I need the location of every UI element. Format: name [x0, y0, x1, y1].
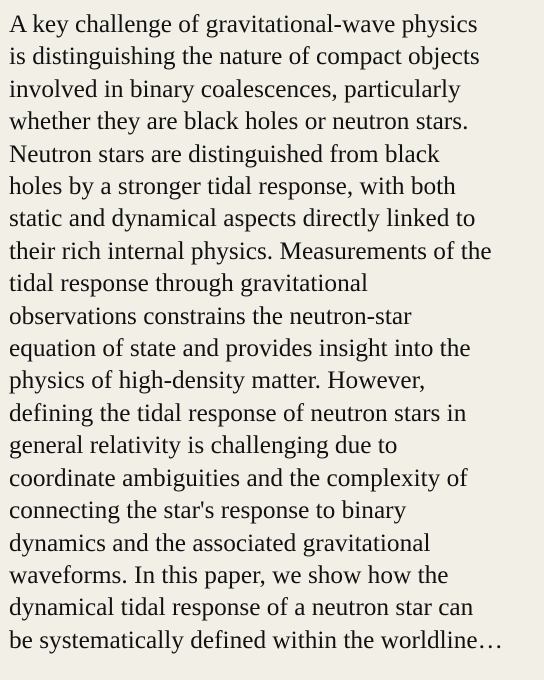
abstract-line: whether they are black holes or neutron stars. [9, 107, 469, 136]
abstract-line: observations constrains the neutron-star [9, 301, 412, 330]
abstract-line: dynamics and the associated gravitational [9, 528, 431, 557]
abstract-line: coordinate ambiguities and the complexity of [9, 463, 468, 492]
abstract-line: holes by a stronger tidal response, with both [9, 172, 456, 201]
abstract-line: A key challenge of gravitational-wave physics [9, 10, 478, 38]
abstract-line: static and dynamical aspects directly linked to [9, 204, 476, 233]
abstract-line: connecting the star's response to binary [9, 496, 407, 525]
abstract-line: physics of high-density matter. However, [9, 366, 426, 395]
abstract-line: their rich internal physics. Measurements of the [9, 236, 492, 265]
abstract-line: Neutron stars are distinguished from black [9, 139, 440, 168]
abstract-line: is distinguishing the nature of compact objects [9, 42, 480, 71]
abstract-line: equation of state and provides insight into the [9, 334, 471, 363]
abstract-line: waveforms. In this paper, we show how the [9, 560, 449, 589]
abstract-line: involved in binary coalescences, particularly [9, 74, 461, 103]
abstract-line: dynamical tidal response of a neutron star can [9, 593, 474, 622]
abstract-line: general relativity is challenging due to [9, 431, 398, 460]
abstract-line: defining the tidal response of neutron stars in [9, 398, 467, 427]
abstract-line: be systematically defined within the worldline… [9, 625, 503, 654]
abstract-text [9, 8, 536, 656]
abstract-line: tidal response through gravitational [9, 269, 368, 298]
